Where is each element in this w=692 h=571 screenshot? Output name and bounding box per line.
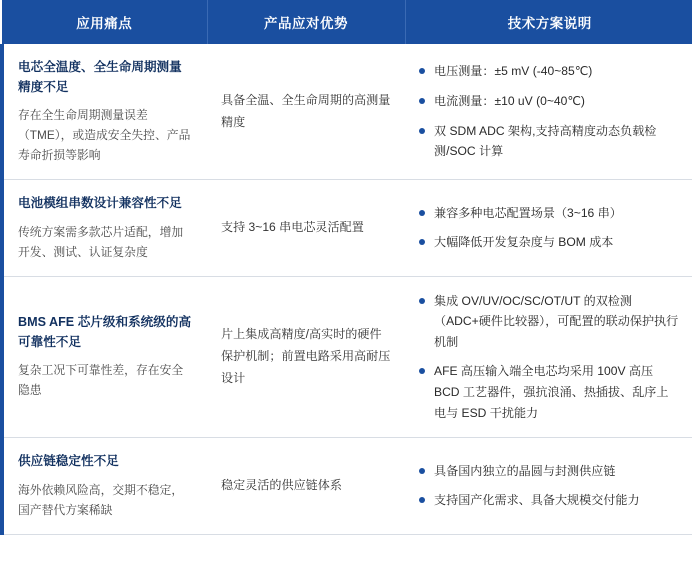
cell-advantage [207, 438, 405, 535]
cell-technical-solution [405, 180, 692, 277]
list-item: 电压测量：±5 mV (-40~85℃) [419, 61, 680, 82]
column-header-advantages: 产品应对优势 [207, 0, 405, 44]
list-item: 支持国产化需求、具备大规模交付能力 [419, 490, 680, 511]
cell-pain-point [2, 44, 207, 180]
cell-pain-point [2, 180, 207, 277]
list-item: 大幅降低开发复杂度与 BOM 成本 [419, 232, 680, 253]
column-header-pain-points: 应用痛点 [2, 0, 207, 44]
solution-list [419, 203, 680, 253]
table-row [2, 44, 692, 180]
cell-advantage [207, 180, 405, 277]
solution-list [419, 291, 680, 423]
table-row [2, 276, 692, 437]
table-row [2, 180, 692, 277]
cell-technical-solution [405, 44, 692, 180]
list-item: 集成 OV/UV/OC/SC/OT/UT 的双检测（ADC+硬件比较器），可配置的联动保护执行机制 [419, 291, 680, 353]
table-body [2, 44, 692, 534]
pain-point-title: 电芯全温度、全生命周期测量精度不足 [18, 60, 182, 94]
cell-advantage [207, 276, 405, 437]
pain-point-description: 海外依赖风险高，交期不稳定，国产替代方案稀缺 [18, 482, 184, 517]
pain-point-description: 存在全生命周期测量误差（TME），或造成安全失控、产品寿命折损等影响 [18, 108, 191, 163]
pain-point-title: 电池模组串数设计兼容性不足 [18, 196, 182, 211]
pain-point-description: 复杂工况下可靠性差，存在安全隐患 [18, 363, 184, 398]
cell-technical-solution [405, 276, 692, 437]
table-header-row [2, 0, 692, 44]
list-item: 具备国内独立的晶圆与封测供应链 [419, 461, 680, 482]
pain-point-title: BMS AFE 芯片级和系统级的高可靠性不足 [18, 315, 192, 349]
list-item: AFE 高压输入端全电芯均采用 100V 高压 BCD 工艺器件，强抗浪涌、热插拔、乱序上电与 ESD 干扰能力 [419, 361, 680, 423]
advantage-text: 稳定灵活的供应链体系 [221, 477, 342, 492]
solution-list [419, 61, 680, 161]
advantage-text: 支持 3~16 串电芯灵活配置 [221, 220, 364, 235]
list-item: 双 SDM ADC 架构,支持高精度动态负载检测/SOC 计算 [419, 121, 680, 162]
cell-pain-point [2, 276, 207, 437]
cell-pain-point [2, 438, 207, 535]
pain-point-description: 传统方案需多款芯片适配，增加开发、测试、认证复杂度 [18, 224, 184, 259]
cell-technical-solution [405, 438, 692, 535]
table-header [2, 0, 692, 44]
solution-list [419, 461, 680, 511]
column-header-technical-solution: 技术方案说明 [405, 0, 692, 44]
table-row [2, 438, 692, 535]
list-item: 电流测量：±10 uV (0~40℃) [419, 91, 680, 112]
cell-advantage [207, 44, 405, 180]
advantage-text: 片上集成高精度/高实时的硬件保护机制；前置电路采用高耐压设计 [221, 327, 391, 385]
advantage-text: 具备全温、全生命周期的高测量精度 [221, 92, 391, 129]
list-item: 兼容多种电芯配置场景（3~16 串） [419, 203, 680, 224]
pain-point-title: 供应链稳定性不足 [18, 454, 119, 469]
